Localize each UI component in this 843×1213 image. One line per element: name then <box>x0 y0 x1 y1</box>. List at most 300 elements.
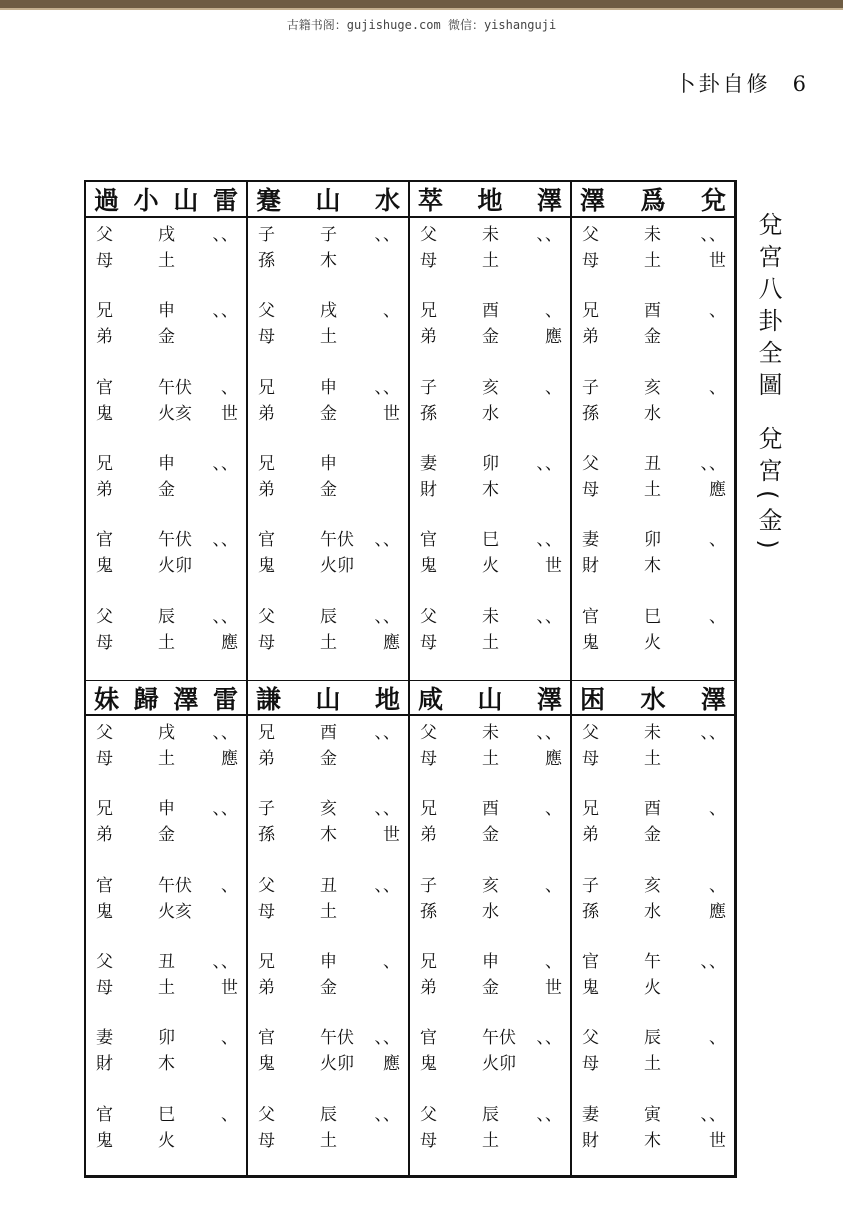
hexagram-title-char: 困 <box>580 684 606 714</box>
yin-yang-mark: 、、 <box>374 377 400 398</box>
yao-line <box>582 796 726 872</box>
branch-element: 卯 <box>482 453 499 474</box>
yao-line <box>582 298 726 374</box>
yao-line <box>96 949 238 1025</box>
six-relation: 弟 <box>258 403 275 424</box>
yin-yang-mark: 、、 <box>536 225 562 245</box>
yin-yang-mark: 、 <box>709 606 726 627</box>
yao-line <box>258 796 400 872</box>
yao-line <box>96 527 238 603</box>
hexagram-title <box>572 680 734 716</box>
yao-line <box>420 1102 562 1178</box>
six-relation: 子 <box>258 799 275 820</box>
shi-ying-mark: 世 <box>709 1130 726 1151</box>
hexagram-title-char: 山 <box>315 186 341 215</box>
yin-yang-mark: 、 <box>383 301 400 322</box>
hexagram-title-char: 咸 <box>418 684 444 714</box>
branch-element: 火亥 <box>158 901 192 922</box>
branch-element: 土 <box>320 1130 337 1151</box>
hexagram-title-char: 妹 <box>94 684 120 714</box>
branch-element: 申 <box>320 951 337 972</box>
six-relation: 妻 <box>420 453 437 474</box>
yin-yang-mark: 、、 <box>374 799 400 820</box>
branch-element: 水 <box>644 403 661 424</box>
yao-line <box>96 1025 238 1101</box>
branch-element: 土 <box>158 749 175 769</box>
yin-yang-mark: 、、 <box>212 301 238 322</box>
six-relation: 母 <box>96 251 113 271</box>
branch-element: 亥 <box>482 875 499 896</box>
yin-yang-mark: 、、 <box>374 875 400 896</box>
six-relation: 鬼 <box>258 556 275 577</box>
branch-element: 未 <box>482 723 499 743</box>
branch-element: 申 <box>482 951 499 972</box>
yao-line <box>420 375 562 451</box>
six-relation: 鬼 <box>96 901 113 922</box>
yao-line <box>420 796 562 872</box>
six-relation: 母 <box>96 749 113 769</box>
branch-element: 巳 <box>482 530 499 551</box>
yin-yang-mark: 、 <box>709 875 726 896</box>
yao-line <box>582 375 726 451</box>
six-relation: 父 <box>582 1028 599 1049</box>
shi-ying-mark: 應 <box>709 479 726 500</box>
branch-element: 火卯 <box>158 556 192 577</box>
six-relation: 父 <box>96 225 113 245</box>
yao-line <box>96 375 238 451</box>
six-relation: 鬼 <box>582 632 599 653</box>
six-relation: 孫 <box>582 403 599 424</box>
six-relation: 父 <box>582 225 599 245</box>
yao-line <box>420 222 562 298</box>
yin-yang-mark: 、、 <box>212 225 238 245</box>
branch-element: 金 <box>482 977 499 998</box>
branch-element: 土 <box>320 327 337 348</box>
yao-line <box>420 949 562 1025</box>
branch-element: 亥 <box>320 799 337 820</box>
hexagram-title-char: 澤 <box>700 684 726 714</box>
six-relation: 官 <box>96 1104 113 1125</box>
branch-element: 土 <box>158 632 175 653</box>
yao-line <box>420 451 562 527</box>
six-relation: 財 <box>420 479 437 500</box>
shi-ying-mark: 世 <box>545 977 562 998</box>
top-border-band <box>0 0 843 8</box>
shi-ying-mark: 世 <box>383 825 400 846</box>
branch-element: 戌 <box>158 723 175 743</box>
six-relation: 母 <box>420 1130 437 1151</box>
branch-element: 酉 <box>644 301 661 322</box>
branch-element: 辰 <box>158 606 175 627</box>
shi-ying-mark: 應 <box>383 632 400 653</box>
six-relation: 弟 <box>258 749 275 769</box>
top-border-stripe <box>0 8 843 10</box>
yao-line <box>420 298 562 374</box>
six-relation: 兄 <box>582 301 599 322</box>
yin-yang-mark: 、、 <box>536 606 562 627</box>
branch-element: 金 <box>644 825 661 846</box>
shi-ying-mark: 應 <box>221 632 238 653</box>
branch-element: 土 <box>320 632 337 653</box>
branch-element: 水 <box>644 901 661 922</box>
yin-yang-mark: 、 <box>383 951 400 972</box>
six-relation: 父 <box>258 875 275 896</box>
hexagram-title-char: 水 <box>374 186 400 215</box>
branch-element: 火卯 <box>320 556 354 577</box>
branch-element: 寅 <box>644 1104 661 1125</box>
six-relation: 財 <box>582 556 599 577</box>
branch-element: 亥 <box>644 875 661 896</box>
branch-element: 土 <box>482 632 499 653</box>
branch-element: 木 <box>482 479 499 500</box>
six-relation: 鬼 <box>582 977 599 998</box>
yao-line <box>96 451 238 527</box>
branch-element: 木 <box>644 556 661 577</box>
six-relation: 兄 <box>258 723 275 743</box>
six-relation: 母 <box>420 749 437 769</box>
six-relation: 鬼 <box>420 556 437 577</box>
six-relation: 弟 <box>582 825 599 846</box>
six-relation: 子 <box>582 377 599 398</box>
page-number: 6 <box>792 72 809 96</box>
six-relation: 母 <box>582 749 599 769</box>
yin-yang-mark: 、、 <box>212 723 238 743</box>
six-relation: 孫 <box>258 825 275 846</box>
yin-yang-mark: 、 <box>709 301 726 322</box>
hexagram-title <box>86 680 248 716</box>
branch-element: 土 <box>644 251 661 271</box>
branch-element: 木 <box>320 251 337 271</box>
yin-yang-mark: 、、 <box>374 530 400 551</box>
hexagram-lines <box>248 716 410 1178</box>
hexagram-title-char: 兌 <box>700 186 726 215</box>
six-relation: 鬼 <box>96 403 113 424</box>
branch-element: 午伏 <box>158 530 192 551</box>
yin-yang-mark: 、、 <box>536 1028 562 1049</box>
branch-element: 金 <box>158 479 175 500</box>
six-relation: 官 <box>582 951 599 972</box>
hexagram-title <box>248 680 410 716</box>
branch-element: 午伏 <box>158 875 192 896</box>
six-relation: 母 <box>258 1130 275 1151</box>
branch-element: 土 <box>644 1054 661 1075</box>
six-relation: 鬼 <box>96 556 113 577</box>
branch-element: 午伏 <box>158 377 192 398</box>
six-relation: 弟 <box>258 977 275 998</box>
branch-element: 水 <box>482 901 499 922</box>
branch-element: 土 <box>482 749 499 769</box>
branch-element: 火 <box>644 977 661 998</box>
hexagram-table <box>84 180 737 1178</box>
yin-yang-mark: 、 <box>709 799 726 820</box>
hexagram-lines <box>86 716 248 1178</box>
side-caption-sub: 兌宮(金) <box>754 426 782 557</box>
hexagram-lines <box>572 716 734 1178</box>
six-relation: 鬼 <box>258 1054 275 1075</box>
branch-element: 土 <box>644 479 661 500</box>
yin-yang-mark: 、、 <box>212 530 238 551</box>
six-relation: 母 <box>420 632 437 653</box>
yao-line <box>420 1025 562 1101</box>
hexagram-title-char: 蹇 <box>256 186 282 215</box>
six-relation: 母 <box>582 1054 599 1075</box>
hexagram-title-char: 萃 <box>418 186 444 215</box>
branch-element: 辰 <box>320 606 337 627</box>
branch-element: 木 <box>158 1054 175 1075</box>
yin-yang-mark: 、、 <box>212 606 238 627</box>
hexagram-lines <box>410 716 572 1178</box>
shi-ying-mark: 應 <box>709 901 726 922</box>
side-caption <box>754 212 786 557</box>
yao-line <box>258 451 400 527</box>
yao-line <box>258 1102 400 1178</box>
six-relation: 孫 <box>420 901 437 922</box>
hexagram-title <box>86 182 248 218</box>
yao-line <box>420 720 562 796</box>
branch-element: 辰 <box>320 1104 337 1125</box>
hexagram-title-char: 澤 <box>173 684 199 714</box>
six-relation: 母 <box>96 977 113 998</box>
six-relation: 官 <box>420 1028 437 1049</box>
six-relation: 父 <box>96 951 113 972</box>
yin-yang-mark: 、、 <box>212 951 238 972</box>
branch-element: 土 <box>482 251 499 271</box>
branch-element: 申 <box>158 301 175 322</box>
branch-element: 金 <box>320 403 337 424</box>
six-relation: 官 <box>96 530 113 551</box>
running-head <box>675 68 809 98</box>
branch-element: 午伏 <box>320 1028 354 1049</box>
six-relation: 鬼 <box>96 1130 113 1151</box>
branch-element: 木 <box>644 1130 661 1151</box>
hexagram-lines <box>248 218 410 680</box>
six-relation: 父 <box>420 606 437 627</box>
hexagram-lines <box>410 218 572 680</box>
branch-element: 金 <box>320 479 337 500</box>
six-relation: 官 <box>258 530 275 551</box>
yao-line <box>258 298 400 374</box>
six-relation: 子 <box>420 377 437 398</box>
yin-yang-mark: 、、 <box>700 453 726 474</box>
yin-yang-mark: 、 <box>709 530 726 551</box>
branch-element: 卯 <box>158 1028 175 1049</box>
yao-line <box>582 527 726 603</box>
hexagram-lines <box>572 218 734 680</box>
six-relation: 兄 <box>258 377 275 398</box>
six-relation: 官 <box>258 1028 275 1049</box>
six-relation: 父 <box>420 1104 437 1125</box>
branch-element: 申 <box>158 453 175 474</box>
yin-yang-mark: 、、 <box>700 225 726 245</box>
branch-element: 丑 <box>320 875 337 896</box>
six-relation: 子 <box>420 875 437 896</box>
yin-yang-mark: 、、 <box>700 1104 726 1125</box>
yao-line <box>420 873 562 949</box>
branch-element: 金 <box>482 825 499 846</box>
hexagram-title <box>248 182 410 218</box>
branch-element: 金 <box>644 327 661 348</box>
yin-yang-mark: 、 <box>545 301 562 322</box>
six-relation: 父 <box>96 606 113 627</box>
branch-element: 巳 <box>158 1104 175 1125</box>
six-relation: 弟 <box>420 977 437 998</box>
yao-line <box>258 604 400 680</box>
yin-yang-mark: 、、 <box>536 723 562 743</box>
six-relation: 官 <box>420 530 437 551</box>
branch-element: 酉 <box>482 799 499 820</box>
yin-yang-mark: 、、 <box>700 951 726 972</box>
six-relation: 兄 <box>258 951 275 972</box>
six-relation: 母 <box>258 632 275 653</box>
branch-element: 亥 <box>482 377 499 398</box>
hexagram-title-char: 地 <box>374 684 400 714</box>
six-relation: 弟 <box>258 479 275 500</box>
hexagram-title-char: 雷 <box>212 684 238 714</box>
branch-element: 火 <box>158 1130 175 1151</box>
branch-element: 戌 <box>320 301 337 322</box>
branch-element: 未 <box>644 225 661 245</box>
six-relation: 父 <box>258 606 275 627</box>
yao-line <box>96 1102 238 1178</box>
branch-element: 未 <box>482 225 499 245</box>
yin-yang-mark: 、、 <box>536 453 562 474</box>
six-relation: 弟 <box>420 825 437 846</box>
six-relation: 母 <box>258 327 275 348</box>
hexagram-title-char: 澤 <box>536 186 562 215</box>
hexagram-title-char: 謙 <box>256 684 282 714</box>
hexagram-title-char: 澤 <box>580 186 606 215</box>
six-relation: 兄 <box>96 799 113 820</box>
branch-element: 申 <box>320 377 337 398</box>
six-relation: 母 <box>582 251 599 271</box>
yao-line <box>420 604 562 680</box>
six-relation: 父 <box>258 1104 275 1125</box>
side-caption-main: 兌宮八卦全圖 <box>754 212 782 404</box>
six-relation: 妻 <box>96 1028 113 1049</box>
yin-yang-mark: 、 <box>221 1104 238 1125</box>
branch-element: 午伏 <box>482 1028 516 1049</box>
yao-line <box>582 873 726 949</box>
branch-element: 辰 <box>482 1104 499 1125</box>
hexagram-title-char: 過 <box>94 186 120 215</box>
six-relation: 孫 <box>582 901 599 922</box>
branch-element: 土 <box>158 977 175 998</box>
shi-ying-mark: 世 <box>709 251 726 271</box>
yin-yang-mark: 、、 <box>374 225 400 245</box>
branch-element: 丑 <box>644 453 661 474</box>
shi-ying-mark: 世 <box>221 977 238 998</box>
yin-yang-mark: 、、 <box>374 1104 400 1125</box>
branch-element: 亥 <box>644 377 661 398</box>
branch-element: 土 <box>158 251 175 271</box>
branch-element: 卯 <box>644 530 661 551</box>
shi-ying-mark: 世 <box>383 403 400 424</box>
six-relation: 孫 <box>258 251 275 271</box>
branch-element: 木 <box>320 825 337 846</box>
yin-yang-mark: 、 <box>545 875 562 896</box>
hexagram-title-char: 山 <box>173 186 199 215</box>
six-relation: 兄 <box>96 301 113 322</box>
six-relation: 妻 <box>582 530 599 551</box>
branch-element: 申 <box>158 799 175 820</box>
yin-yang-mark: 、、 <box>536 1104 562 1125</box>
hexagram-title-char: 澤 <box>536 684 562 714</box>
shi-ying-mark: 應 <box>221 749 238 769</box>
shi-ying-mark: 世 <box>545 556 562 577</box>
six-relation: 財 <box>582 1130 599 1151</box>
six-relation: 官 <box>96 377 113 398</box>
hexagram-title-char: 水 <box>640 684 666 714</box>
branch-element: 土 <box>320 901 337 922</box>
yin-yang-mark: 、、 <box>374 1028 400 1049</box>
six-relation: 弟 <box>96 327 113 348</box>
yin-yang-mark: 、、 <box>536 530 562 551</box>
six-relation: 父 <box>582 723 599 743</box>
hexagram-title-char: 山 <box>315 684 341 714</box>
yin-yang-mark: 、、 <box>374 723 400 743</box>
six-relation: 妻 <box>582 1104 599 1125</box>
yao-line <box>258 222 400 298</box>
six-relation: 官 <box>96 875 113 896</box>
yao-line <box>258 375 400 451</box>
branch-element: 火 <box>644 632 661 653</box>
branch-element: 金 <box>158 825 175 846</box>
six-relation: 兄 <box>96 453 113 474</box>
shi-ying-mark: 應 <box>545 749 562 769</box>
yin-yang-mark: 、 <box>545 377 562 398</box>
branch-element: 酉 <box>320 723 337 743</box>
branch-element: 金 <box>158 327 175 348</box>
hexagram-title-char: 爲 <box>640 186 666 215</box>
branch-element: 午 <box>644 951 661 972</box>
yin-yang-mark: 、 <box>545 951 562 972</box>
branch-element: 土 <box>482 1130 499 1151</box>
six-relation: 兄 <box>420 301 437 322</box>
branch-element: 辰 <box>644 1028 661 1049</box>
yin-yang-mark: 、、 <box>700 723 726 743</box>
yao-line <box>420 527 562 603</box>
branch-element: 午伏 <box>320 530 354 551</box>
yao-line <box>582 1102 726 1178</box>
branch-element: 金 <box>320 749 337 769</box>
six-relation: 孫 <box>420 403 437 424</box>
yao-line <box>258 949 400 1025</box>
yao-line <box>96 298 238 374</box>
branch-element: 酉 <box>482 301 499 322</box>
hexagram-title-char: 雷 <box>212 186 238 215</box>
branch-element: 火卯 <box>320 1054 354 1075</box>
yao-line <box>96 720 238 796</box>
six-relation: 兄 <box>258 453 275 474</box>
hexagram-title-char: 地 <box>477 186 503 215</box>
six-relation: 子 <box>258 225 275 245</box>
six-relation: 父 <box>420 723 437 743</box>
yao-line <box>96 796 238 872</box>
branch-element: 丑 <box>158 951 175 972</box>
six-relation: 子 <box>582 875 599 896</box>
branch-element: 土 <box>644 749 661 769</box>
six-relation: 弟 <box>96 825 113 846</box>
yao-line <box>582 720 726 796</box>
shi-ying-mark: 應 <box>545 327 562 348</box>
book-title: 卜卦自修 <box>674 72 771 96</box>
branch-element: 金 <box>320 977 337 998</box>
yao-line <box>582 949 726 1025</box>
branch-element: 酉 <box>644 799 661 820</box>
branch-element: 戌 <box>158 225 175 245</box>
yao-line <box>96 604 238 680</box>
yao-line <box>582 604 726 680</box>
